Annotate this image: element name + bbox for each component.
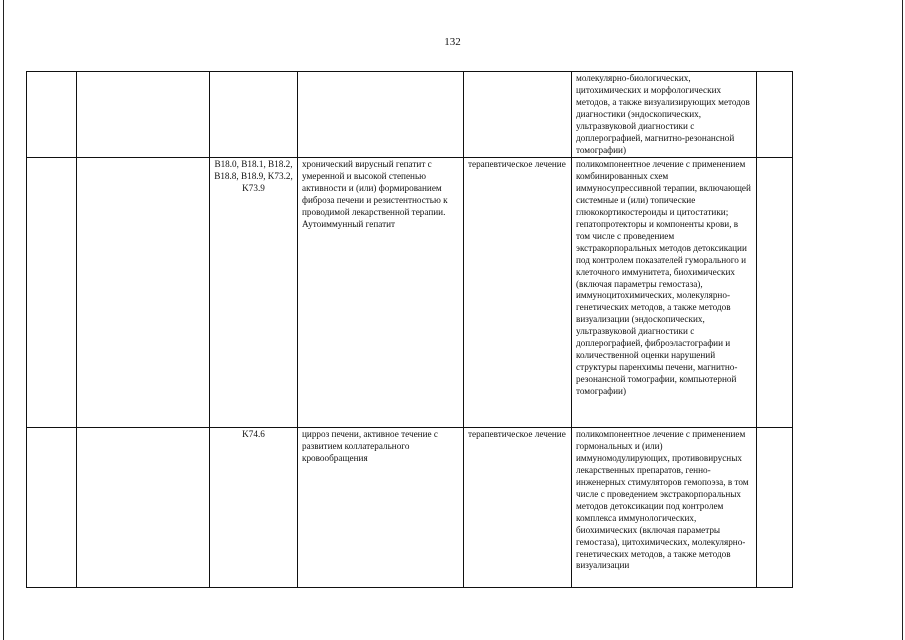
- table-cell-profile: [77, 72, 210, 158]
- table-cell-method: молекулярно-биологических, цитохимических и морфологических методов, а также визуализирующих методов диагностики (эндоскопических, ультразвуковой диагностики с доплерографией, магнитно-резонансной томографии): [572, 72, 757, 158]
- table-cell-treatment-type: терапевтическое лечение: [464, 158, 572, 428]
- table-cell-method: поликомпонентное лечение с применением комбинированных схем иммуносупрессивной терапии, включающей системные и (или) топические глюкокортикостероиды и цитостатики; гепатопротекторы и компоненты крови, в том числе с проведением экстракорпоральных методов детоксикации под контролем показателей гуморального и клеточного иммунитета, биохимических (включая параметры гемостаза), иммуноцитохимических, молекулярно-генетических методов, а также методов визуализации (эндоскопических, ультразвуковой диагностики с доплерографией, фиброэластографии и количественной оценки нарушений структуры паренхимы печени, магнитно-резонансной томографии, компьютерной томографии): [572, 158, 757, 428]
- table-cell-diagnosis: цирроз печени, активное течение с развитием коллатерального кровообращения: [298, 428, 464, 588]
- table-cell-codes: [210, 72, 298, 158]
- table-cell-treatment-type: терапевтическое лечение: [464, 428, 572, 588]
- table-cell-number: [27, 158, 77, 428]
- table-cell-diagnosis: [298, 72, 464, 158]
- table-cell-codes: B18.0, B18.1, B18.2, B18.8, B18.9, K73.2, K73.9: [210, 158, 298, 428]
- table-cell-number: [27, 72, 77, 158]
- page-edge-right: [902, 0, 903, 640]
- table-row: [27, 72, 793, 158]
- page-number: 132: [444, 36, 461, 48]
- table-row: [27, 428, 793, 588]
- table-row: [27, 158, 793, 428]
- table-cell-number: [27, 428, 77, 588]
- table-cell-treatment-type: [464, 72, 572, 158]
- page-edge-left: [3, 0, 4, 640]
- table-cell-cost: [757, 428, 793, 588]
- table-cell-cost: [757, 158, 793, 428]
- table-cell-codes: K74.6: [210, 428, 298, 588]
- table-cell-profile: [77, 158, 210, 428]
- table-cell-profile: [77, 428, 210, 588]
- table-cell-cost: [757, 72, 793, 158]
- table-cell-method: поликомпонентное лечение с применением гормональных и (или) иммуномодулирующих, противовирусных лекарственных препаратов, генно-инженерных стимуляторов гемопоэза, в том числе с проведением экстракорпоральных методов детоксикации под контролем комплекса иммунологических, биохимических (включая параметры гемостаза), цитохимических, молекулярно-генетических методов, а также методов визуализации: [572, 428, 757, 588]
- medical-care-table: [26, 71, 793, 588]
- table-cell-diagnosis: хронический вирусный гепатит с умеренной и высокой степенью активности и (или) формированием фиброза печени и резистентностью к проводимой лекарственной терапии. Аутоиммунный гепатит: [298, 158, 464, 428]
